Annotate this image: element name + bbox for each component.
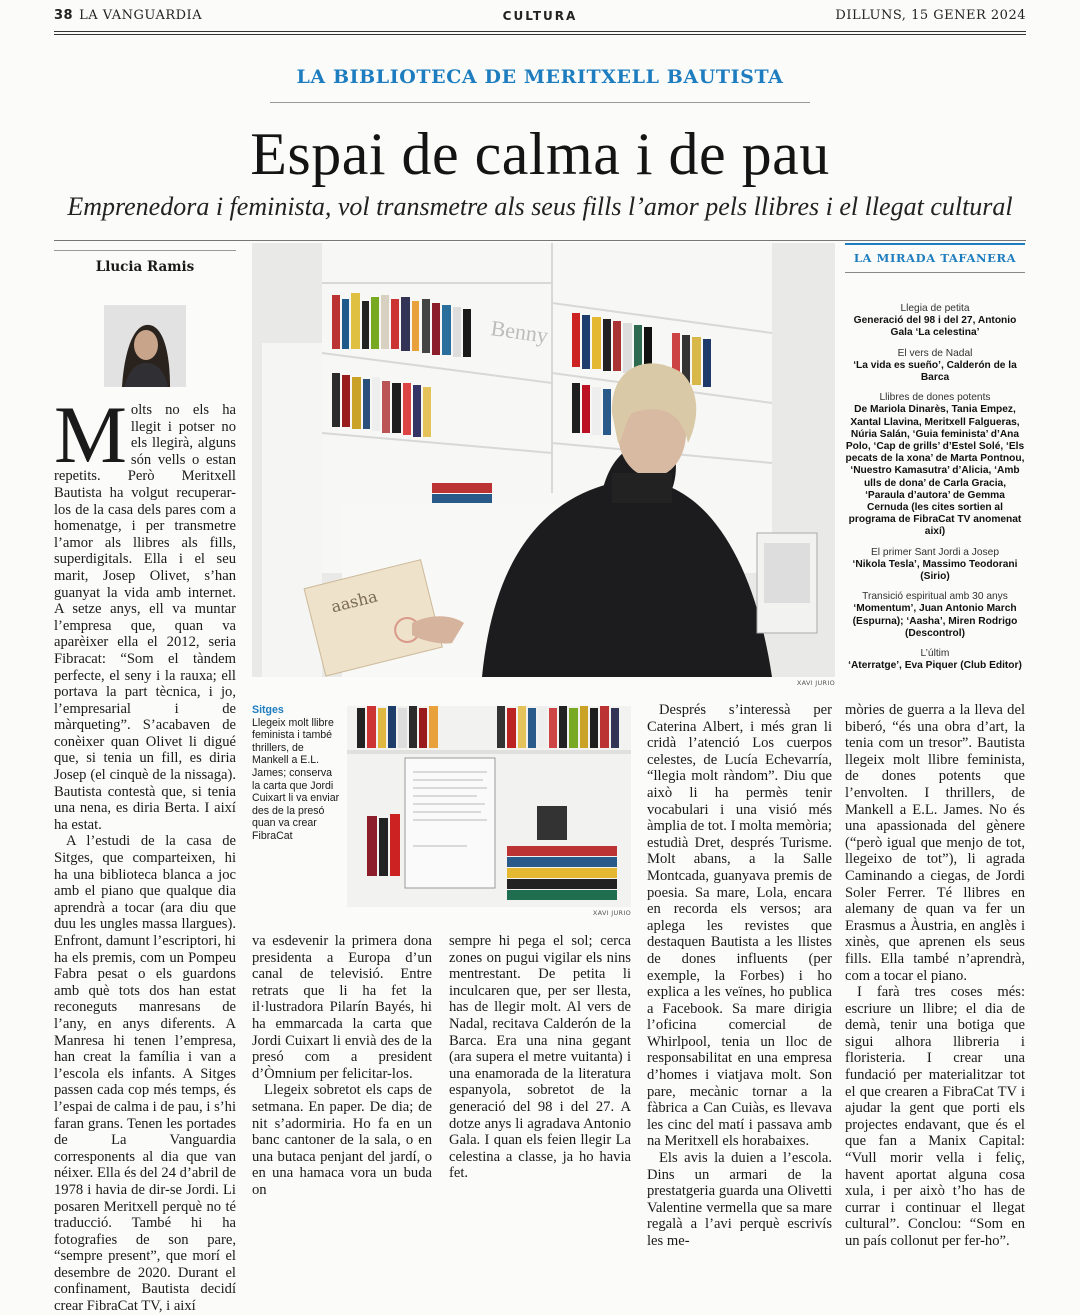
sidebar-item-label: Llibres de dones potents [879,392,991,404]
sidebar-title: LA MIRADA TAFANERA [845,243,1025,273]
body-paragraph: Després s’interessà per Caterina Albert, i més gran li cridà l’atenció Los cuerpos celestes, de Lucía Echevarría, “llegia molt ràndom”. Diu que això li ha permès tenir vocabulari i una visió més àmplia de tot. I molta memòria; estudià Dret, després Turisme. Molt abans, a la Salle Montcada, guanyava premis de poesia. Sa mare, Lola, encara en recorda els versos; ara aplega les revistes que destaquen Bautista a les llistes de dones influents (per exemple, la Forbes) i ho explica a les veïnes, ho publica a Facebook. Sa mare dirigia l’oficina comercial de Whirlpool, tenia un lloc de responsabilitat en una empresa d’homes i viatjava molt. Son pare, mecànic tornar a la fàbrica a Can Cuiàs, es llevava les cinc del matí i passava amb na Meritxell els horabaixes. [647,702,832,1150]
sidebar-item [845,547,1025,584]
deck-rule [54,240,1026,241]
newspaper-name: LA VANGUARDIA [79,8,203,23]
sidebar-item-label: El primer Sant Jordi a Josep [871,546,999,558]
author-name: Llucia Ramis [95,259,195,275]
headline: Espai de calma i de pau [250,121,830,187]
header-rule-double [54,34,1026,35]
author-rule [54,250,236,251]
sidebar-item-label: Llegia de petita [900,303,970,314]
sidebar-item-label: L’últim [920,648,950,660]
body-paragraph: sempre hi pega el sol; cerca zones on pugui vigilar els nins mentrestant. De petita li inculcaren que, per ser llesta, has de llegir molt. Al vers de Nadal, recitava Calderón de la Barca. Era una nina gegant (ara supera el metre vuitanta) i una enamorada de la literatura espanyola, sobretot de la generació del 98 i del 27. A dotze anys li agradava Antonio Gala. I quan els feien llegir La celestina a classe, ja ho havia fet. [449,933,631,1182]
sidebar-item [845,591,1025,640]
deck: Emprenedora i feminista, vol transmetre als seus fills l’amor pels llibres i el llegat cultural [67,192,1013,221]
sidebar-item-value: ‘Momentum’, Juan Antonio March (Espurna); ‘Aasha’, Miren Rodrigo (Descontrol) [852,603,1018,639]
photo-caption [252,704,340,843]
sidebar-item [845,648,1025,672]
body-paragraph: Llegeix sobretot els caps de setmana. En paper. De dia; de nit s’adormiria. Ho fa en un banc cantoner de la sala, o en una butaca penjant del jardí, o en una hamaca vora un buda on [252,1082,432,1198]
drop-cap: M [54,389,127,480]
header-rule [54,31,1026,32]
secondary-photo [347,706,631,907]
body-text: olts no els ha llegit i potser no els llegirà, alguns són vells o estan repetits. Però Meritxell Bautista ha volgut recuperar-los de la casa dels pares com a homenatge, i per transmetre l’amor als llibres als fills, superdigitals. Ella i el seu marit, Josep Olivet, s’han guanyat la vida amb internet. A setze anys, ell va muntar l’empresa que, quan va aparèixer ella el 2012, seria Fibracat: “Som el tàndem perfecte, el seny i la rauxa; ell portava la part tècnica, i jo, l’empresarial i de màrqueting”. S’acabaven de conèixer quan Olivet li digué que, si tenia un fill, es diria Josep (el cinquè de la nissaga). Bautista contestà que, si tenia una nena, es diria Berta. I així ha estat. [54,402,236,833]
caption-text: Llegeix molt llibre feminista i també thrillers, de Mankell a E.L. James; conserva la carta que Jordi Cuixart li va enviar des de la presó quan va crear FibraCat [252,716,340,842]
book-title: aasha [329,586,380,617]
kicker-rule [270,102,810,103]
body-column-3 [449,933,631,1182]
page-number: 38 [54,8,74,23]
sidebar-item-label: El vers de Nadal [897,347,973,359]
sidebar-item-value: ‘Aterratge’, Eva Piquer (Club Editor) [848,660,1022,672]
shelf-ornament-text: Benny [489,315,550,348]
body-paragraph: mòries de guerra a la lleva del biberó, “és una obra d’art, la tenia com un tresor”. Bautista llegeix molt llibre feminista, de dones potents que l’envolten. I thrillers, de Mankell a E.L. James. No és una apassionada del gènere (“però igual que menjo de tot, llegeixo de tot”), li agrada Caminando a ciegas, de Jordi Soler Ferrer. Té llibres en alemany de quan va fer un Erasmus a Àustria, en anglès i xinès, que aprenen els seus fills. Ella també n’aprendrà, com a tocar el piano. [845,702,1025,984]
body-paragraph [54,389,236,833]
section-name: CULTURA [502,9,578,23]
sidebar-item-label: Transició espiritual amb 30 anys [862,591,1008,603]
body-column-5 [845,702,1025,1250]
sidebar-item-value: ‘La vida es sueño’, Calderón de la Barca [853,359,1017,384]
caption-place: Sitges [252,704,284,716]
sidebar-item [845,348,1025,385]
body-paragraph: va esdevenir la primera dona presidenta a Europa d’un canal de televisió. Entre retrats que li ha fet la il·lustradora Pilarín Bayés, hi ha emmarcada la carta que Jordi Cuixart li envià des de la presó com a president d’Òmnium per felicitar-los. [252,933,432,1082]
sidebar-box [845,243,1025,672]
sidebar-item [845,303,1025,340]
body-column-2 [252,933,432,1199]
body-paragraph: I farà tres coses més: escriure un llibre; el dia de demà, tenir una botiga que sigui alhora llibreria i floristeria. I crear una fundació per materialitzar tot el que crearen a FibraCat TV i ajudar la gent que porti els projectes endavant, que és el que fan a Manix Capital: “Vull morir vella i feliç, havent aportat alguna cosa xula, i per això t’ho has de currar i continuar el llegat cultural”. Conclou: “Som en un país collonut per fer-ho”. [845,984,1025,1249]
sidebar-item-value: Generació del 98 i del 27, Antonio Gala ‘La celestina’ [853,315,1017,339]
issue-date: DILLUNS, 15 GENER 2024 [835,8,1026,23]
author-avatar [104,305,186,387]
kicker: LA BIBLIOTECA DE MERITXELL BAUTISTA [296,66,784,88]
body-column-1 [54,389,236,1315]
body-paragraph: A l’estudi de la casa de Sitges, que comparteixen, hi ha una biblioteca blanca a joc amb el piano que qualque dia aprendrà a tocar (ara diu que duu les ungles massa llargues). Enfront, damunt l’escriptori, hi ha els premis, com un Pompeu Fabra pesat o els guardons amb què tots dos han estat reconeguts manresans de l’any, en anys diferents. A Manresa hi tenen l’empresa, han creat la família i van a l’escola els infants. A Sitges passen cada cop més temps, és l’espai de calma i de pau, i s’hi faran grans. Tenen les portades de La Vanguardia corresponents al dia que van néixer. Ella és del 24 d’abril de 1978 i havia de dir-se Jordi. Li posaren Meritxell perquè no té traducció. També hi ha fotografies de son pare, “sempre present”, que morí el desembre de 2020. Durant el confinament, Bautista decidí crear FibraCat TV, i així [54,833,236,1315]
sidebar-item-value: De Mariola Dinarès, Tania Empez, Xantal Llavina, Meritxell Falgueras, Núria Salán, ‘Guia feminista’ d’Ana Polo, ‘Cap de grills’ d’Estel Solé, ‘Els pecats de la xona’ de Marta Pontnou, ‘Nuestro Kamasutra’ d’Alicia, ‘Amb ulls de dona’ de Carla Gracia, ‘Paraula d’autora’ de Gemma Cernuda (les cites sortien al programa de FibraCat TV anomenat així) [845,404,1025,538]
sidebar-item [845,392,1025,538]
sidebar-item-value: ‘Nikola Tesla’, Massimo Teodorani (Sirio) [852,558,1018,583]
main-photo-credit: XAVI JURIO [796,679,835,687]
main-photo [252,243,835,677]
secondary-photo-credit: XAVI JURIO [592,909,631,917]
body-paragraph: Els avis la duien a l’escola. Dins un armari de la prestatgeria guarda una Olivetti Valentine vermella que sa mare regalà a l’avi perquè escrivís les me- [647,1150,832,1249]
body-column-4 [647,702,832,1250]
